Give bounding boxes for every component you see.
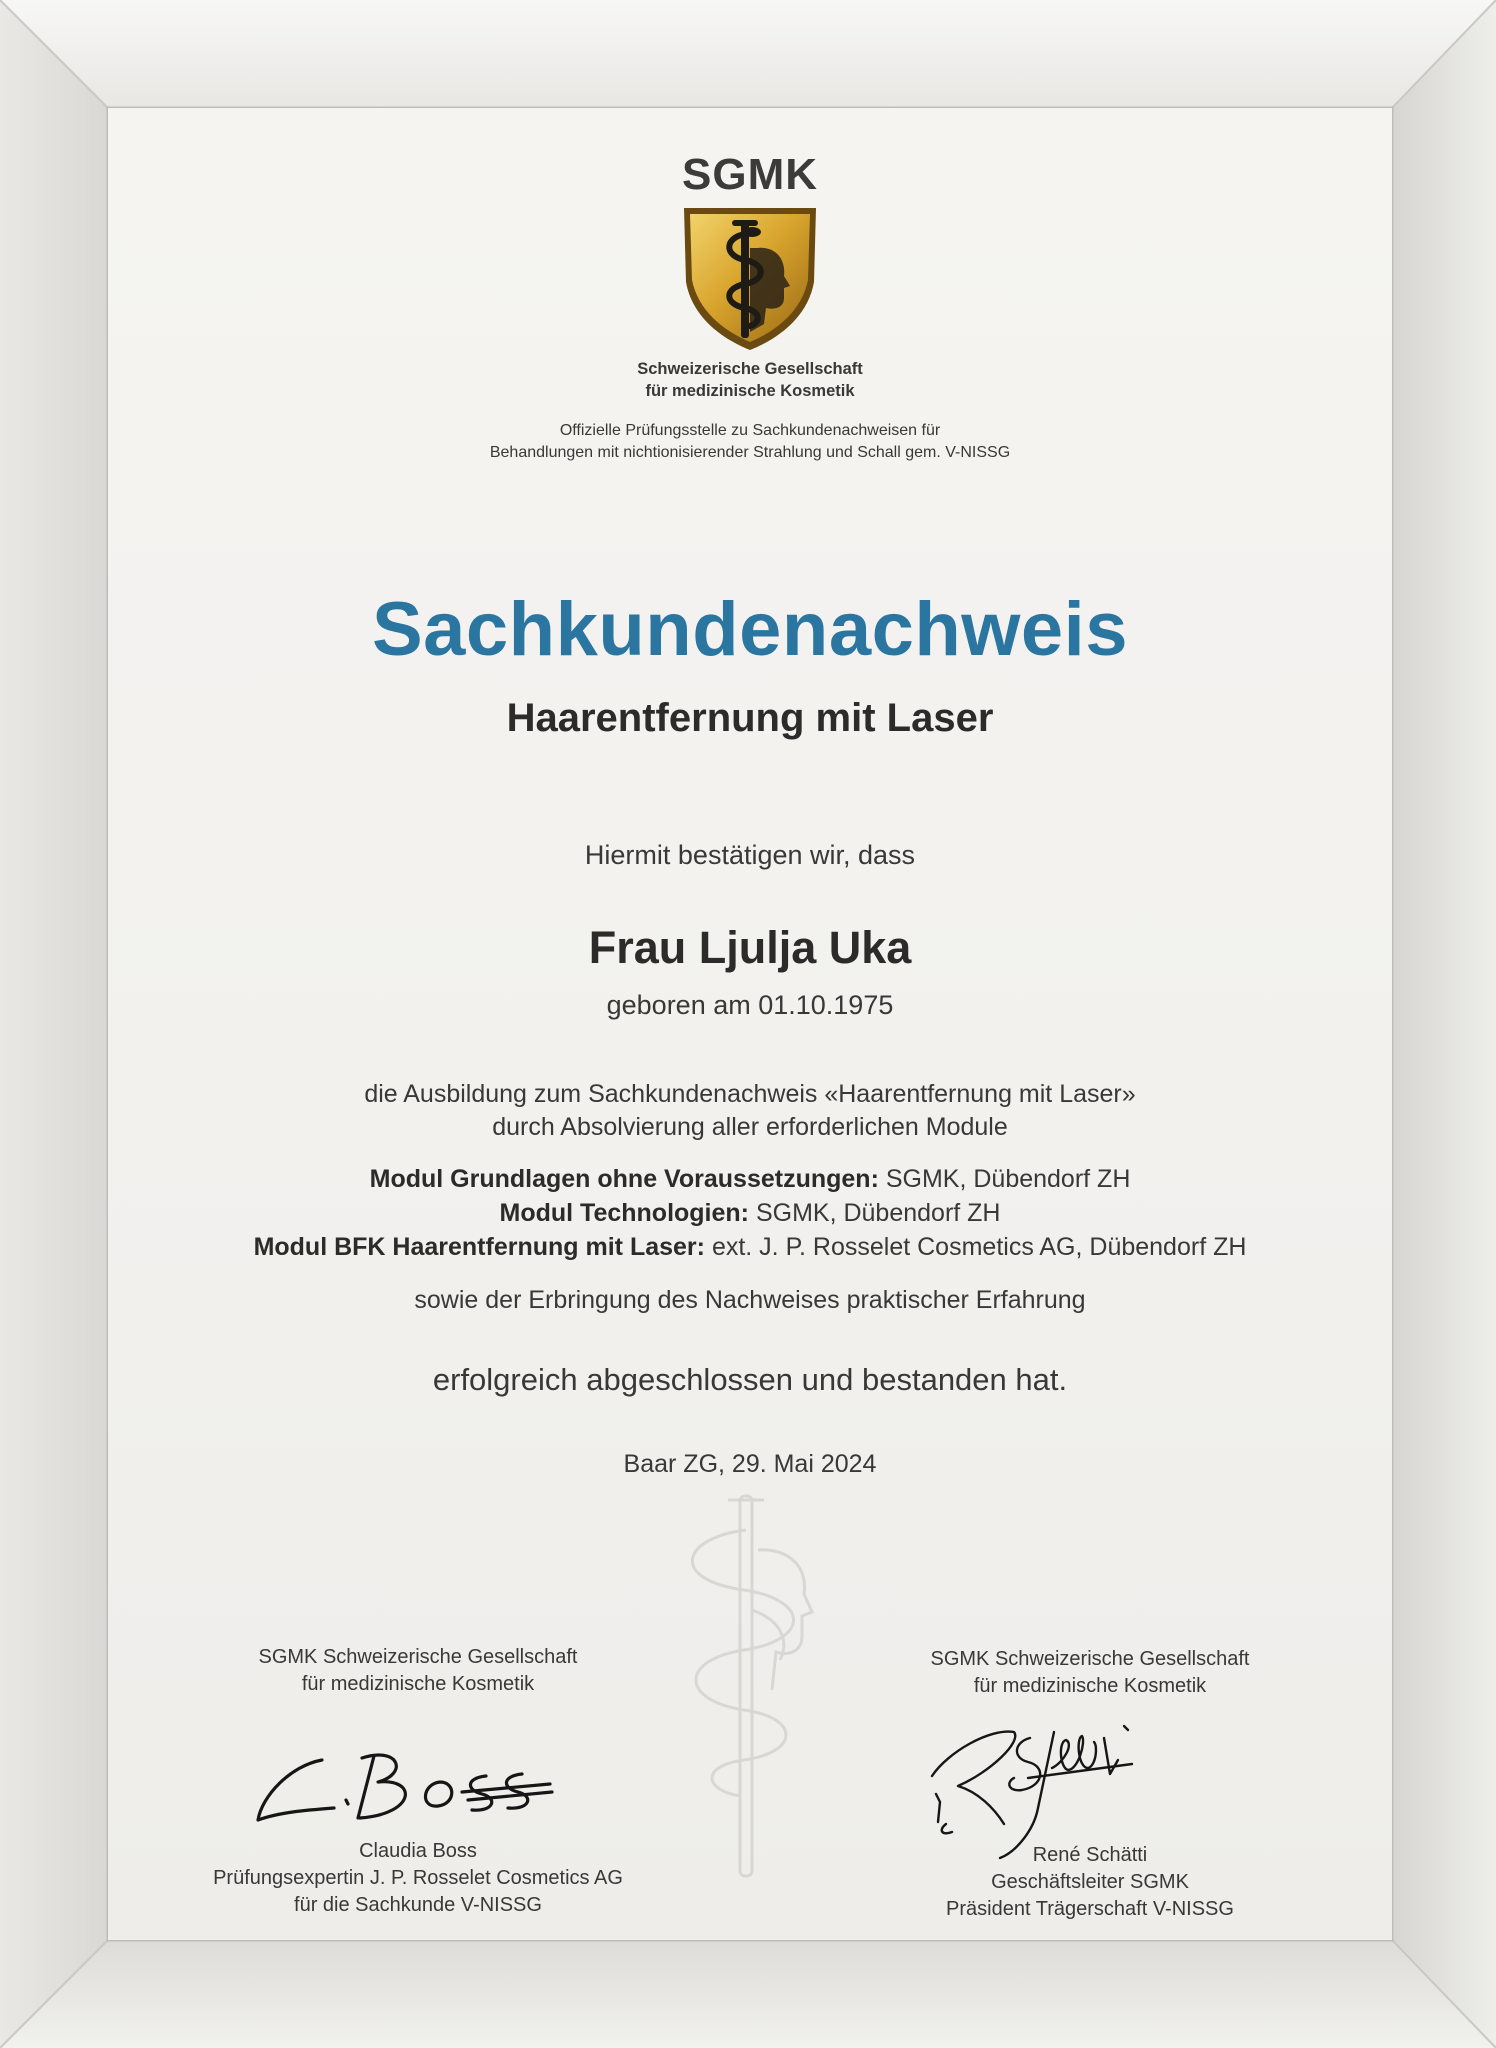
module-value: ext. J. P. Rosselet Cosmetics AG, Dübendorf ZH — [711, 1233, 1247, 1261]
signatory-org-line1: SGMK Schweizerische Gesellschaft — [258, 1646, 578, 1668]
signatory-role-line2: für die Sachkunde V-NISSG — [294, 1894, 542, 1916]
signatory-role-line1: Geschäftsleiter SGMK — [991, 1871, 1189, 1893]
signatory-role-line1: Prüfungsexpertin J. P. Rosselet Cosmetics AG — [213, 1867, 623, 1889]
module-label: Modul BFK Haarentfernung mit Laser: — [253, 1233, 705, 1261]
birth-date: geboren am 01.10.1975 — [606, 990, 894, 1020]
place-date: Baar ZG, 29. Mai 2024 — [623, 1450, 877, 1478]
signature-rene-schaetti — [918, 1712, 1178, 1862]
signatory-org-left — [188, 1644, 648, 1698]
signature-claudia-boss — [250, 1734, 570, 1834]
module-list — [150, 1162, 1350, 1264]
training-line1: die Ausbildung zum Sachkundenachweis «Haarentfernung mit Laser» — [364, 1080, 1136, 1108]
person-name: Frau Ljulja Uka — [588, 922, 912, 973]
signatory-org-right — [860, 1646, 1320, 1700]
module-value: SGMK, Dübendorf ZH — [885, 1165, 1131, 1193]
organization-name-line1: Schweizerische Gesellschaft — [637, 360, 863, 378]
official-note — [380, 420, 1120, 464]
module-label: Modul Technologien: — [499, 1199, 749, 1227]
official-note-line2: Behandlungen mit nichtionisierender Strahlung und Schall gem. V-NISSG — [489, 444, 1011, 461]
signatory-block-right — [840, 1842, 1340, 1923]
signatory-name: Claudia Boss — [359, 1840, 477, 1862]
certificate-subtitle: Haarentfernung mit Laser — [506, 696, 994, 740]
embossed-seal-watermark — [640, 1490, 850, 1880]
signatory-block-left — [168, 1838, 668, 1919]
module-value: SGMK, Dübendorf ZH — [755, 1199, 1001, 1227]
practice-text: sowie der Erbringung des Nachweises praktischer Erfahrung — [414, 1286, 1086, 1314]
logo-acronym: SGMK — [682, 150, 818, 199]
training-text — [300, 1078, 1200, 1144]
organization-name — [500, 358, 1000, 402]
signatory-name: René Schätti — [1032, 1844, 1148, 1866]
organization-name-line2: für medizinische Kosmetik — [645, 382, 855, 400]
signatory-role-line2: Präsident Trägerschaft V-NISSG — [946, 1898, 1234, 1920]
certificate-title: Sachkundenachweis — [371, 587, 1129, 672]
module-item — [150, 1196, 1350, 1230]
training-line2: durch Absolvierung aller erforderlichen Module — [492, 1113, 1008, 1141]
shield-aesculapius-icon — [680, 204, 820, 350]
signatory-org-line1: SGMK Schweizerische Gesellschaft — [930, 1648, 1250, 1670]
signatory-org-line2: für medizinische Kosmetik — [973, 1675, 1207, 1697]
module-label: Modul Grundlagen ohne Voraussetzungen: — [369, 1165, 879, 1193]
signatory-org-line2: für medizinische Kosmetik — [301, 1673, 535, 1695]
confirm-text: Hiermit bestätigen wir, dass — [584, 840, 916, 870]
module-item — [150, 1162, 1350, 1196]
passed-text: erfolgreich abgeschlossen und bestanden hat. — [432, 1362, 1068, 1397]
module-item — [150, 1230, 1350, 1264]
official-note-line1: Offizielle Prüfungsstelle zu Sachkundenachweisen für — [559, 422, 941, 439]
